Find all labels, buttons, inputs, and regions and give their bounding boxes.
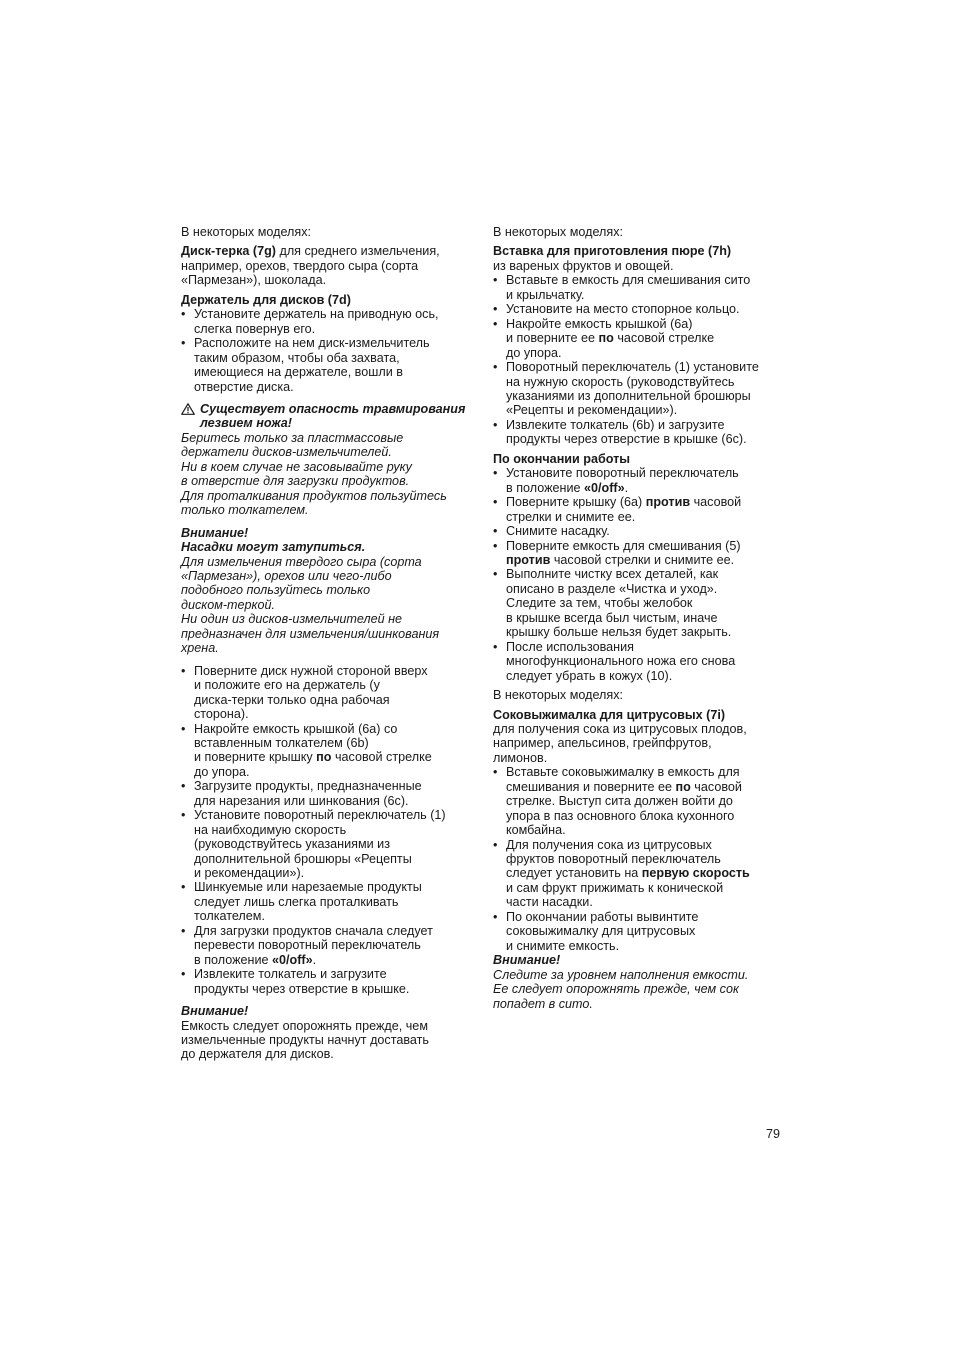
list-item-line: Установите поворотный переключатель [506,466,739,481]
list-item-line: часовой [690,495,742,510]
juicer-title: Соковыжималка для цитрусовых (7i) [493,707,726,722]
list-item-line: перевести поворотный переключатель [194,938,421,953]
attention-text-line: попадет в сито. [493,996,593,1011]
attention-title: Внимание! [181,1004,249,1019]
list-item-line: таким образом, чтобы оба захвата, [194,350,400,365]
list-item-line: до упора. [506,345,562,360]
list-item [493,466,787,495]
list-item-line: Вставьте в емкость для смешивания сито [506,273,751,288]
emphasis: первую скорость [641,866,750,881]
list-item-line: в положение [506,480,585,495]
emphasis: против [645,495,691,510]
list-item [493,495,787,524]
list-item [181,779,473,808]
list-item [181,664,473,722]
attention-text-line: предназначен для измельчения/шинкования [181,626,440,641]
list-item-line: и поверните крышку [194,750,317,765]
steps-list [181,664,473,996]
list-item-line: часовой [690,779,742,794]
list-item-line: следует убрать в кожух (10). [506,668,673,683]
list-item-line: Снимите насадку. [506,524,610,539]
puree-list [493,273,787,446]
danger-text-line: Ни в коем случае не засовывайте руку [181,459,412,474]
list-item-line: фруктов поворотный переключатель [506,852,721,867]
list-item [493,910,787,953]
list-item-line: Накройте емкость крышкой (6a) [506,316,693,331]
list-item-line: следует лишь слегка проталкивать [194,894,399,909]
list-item-line: указаниями из дополнительной брошюры [506,388,751,403]
grater-title: Диск-терка (7g) [181,244,276,259]
list-item-line: Установите на место стопорное кольцо. [506,302,740,317]
attention-text-line: Ее следует опорожнять прежде, чем сок [493,982,739,997]
attention-title-line: Насадки могут затупиться. [181,540,366,555]
list-item-line: Установите держатель на приводную ось, [194,307,439,322]
list-item-line: . [312,952,317,967]
danger-text [181,431,473,518]
attention-text [181,555,473,656]
list-item [493,418,787,447]
list-item-line: Поверните диск нужной стороной вверх [194,663,428,678]
puree-title: Вставка для приготовления пюре (7h) [493,244,732,259]
left-column [181,225,473,1062]
list-item-line: По окончании работы вывинтите [506,909,699,924]
list-item-line: Поверните емкость для смешивания (5) [506,538,741,553]
list-item-line: Накройте емкость крышкой (6a) со [194,721,398,736]
list-item-line: Расположите на нем диск-измельчитель [194,336,430,351]
list-item-line: Выполните чистку всех деталей, как [506,567,719,582]
list-item-line: в крышке всегда был чистым, иначе [506,610,718,625]
list-item [181,808,473,880]
danger-text-line: только толкателем. [181,503,309,518]
list-item-line: многофункционального ножа его снова [506,654,736,669]
attention-text-line: хрена. [181,641,219,656]
attention-title: Внимание! [493,953,561,968]
finish-list [493,466,787,683]
danger-title-line: Существует опасность травмирования [200,401,466,416]
list-item-line: смешивания и поверните ее [506,779,676,794]
emphasis: против [506,552,551,567]
juicer-text-line: лимонов. [493,750,548,765]
emphasis: «0/off» [272,952,313,967]
list-item [493,524,787,538]
grater-text-line: «Пармезан»), шоколада. [181,273,327,288]
list-item-line: Для получения сока из цитрусовых [506,837,712,852]
list-item-line: После использования [506,639,634,654]
list-item-line: Установите поворотный переключатель (1) [194,808,446,823]
page-number: 79 [766,1127,781,1141]
list-item-line: и снимите емкость. [506,938,620,953]
attention-text-line: до держателя для дисков. [181,1047,334,1062]
list-item [181,967,473,996]
list-item-line: часовой стрелке [613,331,715,346]
emphasis: по [316,750,332,765]
list-item-line: Для загрузки продуктов сначала следует [194,923,433,938]
danger-text-line: держатели дисков-измельчителей. [181,445,392,460]
list-item [493,765,787,837]
list-item-line: Шинкуемые или нарезаемые продукты [194,880,422,895]
holder-list [181,307,473,394]
attention-text-line: подобного пользуйтесь только [181,583,371,598]
list-item-line: Извлеките толкатель (6b) и загрузите [506,417,725,432]
list-item-line: на наибходимую скорость [194,822,347,837]
list-item [493,273,787,302]
list-item-line: для нарезания или шинкования (6c). [194,793,409,808]
list-item-line: Поворотный переключатель (1) установите [506,360,759,375]
emphasis: «0/off» [584,480,625,495]
list-item-line: толкателем. [194,909,265,924]
attention-text [493,968,787,1011]
juicer-text [493,722,787,765]
emphasis: по [675,779,691,794]
list-item [181,924,473,967]
list-item-line: Загрузите продукты, предназначенные [194,779,422,794]
list-item [493,838,787,910]
danger-warning [181,402,473,431]
list-item-line: Поверните крышку (6a) [506,495,646,510]
list-item-line: до упора. [194,764,250,779]
list-item [493,640,787,683]
juicer-text-line: для получения сока из цитрусовых плодов, [493,721,747,736]
list-item-line: упора в паз основного блока кухонного [506,808,735,823]
list-item [181,307,473,336]
grater-paragraph [181,244,473,287]
attention-text-line: Ни один из дисков-измельчителей не [181,612,403,627]
attention-text-line: диском-теркой. [181,597,275,612]
danger-title-line: лезвием ножа! [200,416,292,431]
list-item-line: Вставьте соковыжималку в емкость для [506,765,740,780]
list-item-line: сторона). [194,707,249,722]
list-item-line: . [624,480,629,495]
emphasis: по [598,331,614,346]
grater-text-line: например, орехов, твердого сыра (сорта [181,258,419,273]
list-item-line: (руководствуйтесь указаниями из [194,837,390,852]
list-item [493,302,787,316]
list-item [181,880,473,923]
list-item [493,567,787,639]
juicer-list [493,765,787,953]
list-item-line: на нужную скорость (руководствуйтесь [506,374,735,389]
list-item-line: описано в разделе «Чистка и уход». [506,581,718,596]
list-item-line: крышку больше нельзя будет закрыть. [506,625,732,640]
puree-text: из вареных фруктов и овощей. [493,258,674,273]
list-item [493,360,787,418]
list-item-line: продукты через отверстие в крышке. [194,981,410,996]
list-item-line: и крыльчатку. [506,287,585,302]
list-item-line: часовой стрелке [331,750,432,765]
list-item-line: отверстие диска. [194,379,294,394]
intro-text: В некоторых моделях: [493,688,624,703]
attention-text [181,1019,473,1062]
warning-triangle-icon [181,403,195,415]
attention-text-line: измельченные продукты начнут доставать [181,1033,429,1048]
holder-title: Держатель для дисков (7d) [181,292,351,307]
juicer-text-line: например, апельсинов, грейпфрутов, [493,736,712,751]
list-item-line: части насадки. [506,895,593,910]
attention-text-line: Для измельчения твердого сыра (сорта [181,554,422,569]
list-item [181,722,473,780]
right-column [493,225,787,1011]
list-item-line: в положение [194,952,273,967]
list-item-line: вставленным толкателем (6b) [194,735,369,750]
list-item-line: продукты через отверстие в крышке (6c). [506,432,747,447]
list-item-line: дополнительной брошюры «Рецепты [194,851,412,866]
list-item-line: следует установить на [506,866,642,881]
list-item-line: и рекомендации»). [194,866,305,881]
finish-title: По окончании работы [493,451,631,466]
list-item [493,539,787,568]
intro-text: В некоторых моделях: [493,225,624,239]
list-item-line: и положите его на держатель (у [194,678,380,693]
list-item-line: слегка повернув его. [194,321,316,336]
intro-text: В некоторых моделях: [181,225,312,239]
list-item-line: и сам фрукт прижимать к конической [506,880,724,895]
danger-text-line: Для проталкивания продуктов пользуйтесь [181,488,447,503]
list-item-line: и поверните ее [506,331,599,346]
list-item-line: стрелки и снимите ее. [506,509,636,524]
list-item-line: Извлеките толкатель и загрузите [194,967,387,982]
grater-text-line: для среднего измельчения, [275,244,440,259]
attention-title [181,526,473,555]
list-item-line: Следите за тем, чтобы желобок [506,596,693,611]
attention-text-line: «Пармезан»), орехов или чего-либо [181,568,392,583]
list-item [493,317,787,360]
attention-text-line: Следите за уровнем наполнения емкости. [493,967,749,982]
list-item-line: стрелке. Выступ сита должен войти до [506,794,733,809]
attention-title-line: Внимание! [181,525,249,540]
list-item [181,336,473,394]
danger-text-line: в отверстие для загрузки продуктов. [181,474,410,489]
list-item-line: комбайна. [506,823,566,838]
attention-text-line: Емкость следует опорожнять прежде, чем [181,1018,428,1033]
list-item-line: имеющиеся на держателе, вошли в [194,365,403,380]
list-item-line: часовой стрелки и снимите ее. [550,552,735,567]
list-item-line: «Рецепты и рекомендации»). [506,403,678,418]
list-item-line: соковыжималку для цитрусовых [506,924,696,939]
list-item-line: диска-терки только одна рабочая [194,692,390,707]
danger-text-line: Беритесь только за пластмассовые [181,430,404,445]
